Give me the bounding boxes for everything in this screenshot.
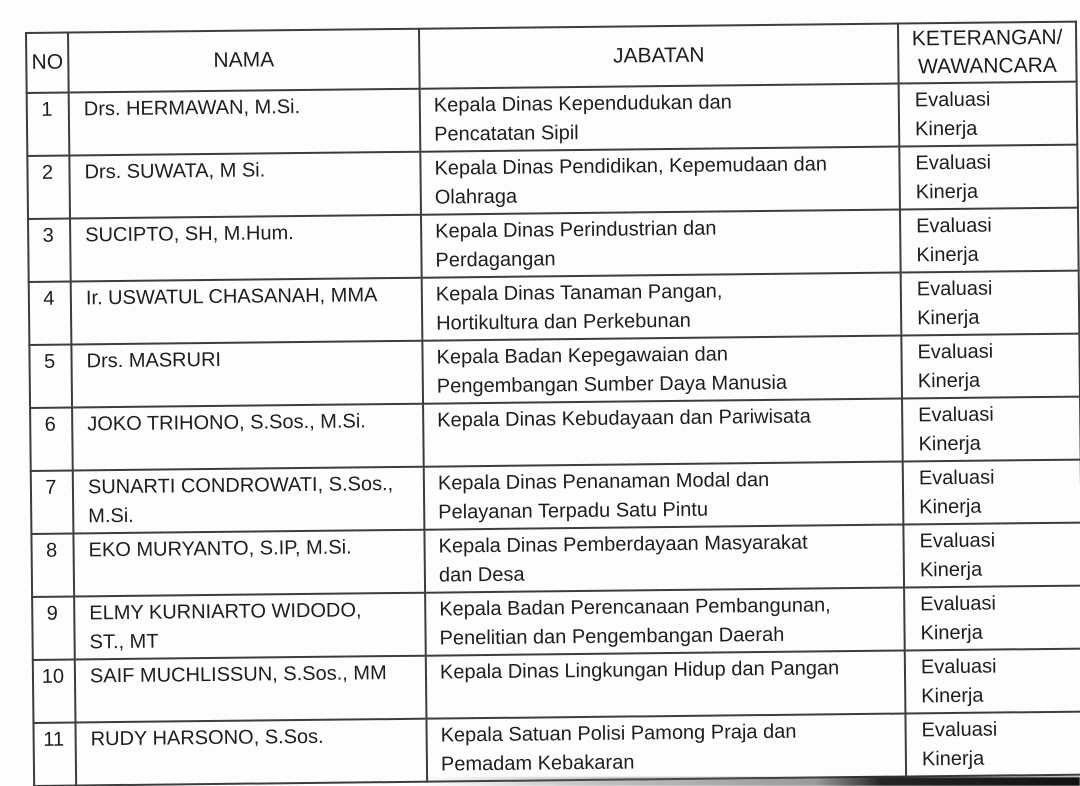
header-keterangan-line1: KETERANGAN/ [911, 25, 1063, 51]
nama-cell [73, 467, 425, 534]
nama-line: M.Si. [88, 504, 134, 528]
keterangan-line: Kinerja [919, 558, 983, 582]
nama-line: SUNARTI CONDROWATI, S.Sos., [87, 473, 394, 499]
jabatan-cell [426, 651, 906, 719]
keterangan-line: Kinerja [915, 180, 979, 204]
table-row [28, 208, 1079, 282]
nama-line: SUCIPTO, SH, M.Hum. [85, 222, 294, 247]
keterangan-line: Evaluasi [920, 592, 996, 616]
jabatan-line: Pengembangan Sumber Daya Manusia [436, 371, 788, 398]
personnel-table [25, 21, 1080, 786]
nama-line: Drs. HERMAWAN, M.Si. [83, 96, 301, 121]
table-body [27, 82, 1080, 786]
nama-line: ELMY KURNIARTO WIDODO, [89, 599, 362, 625]
table-row [30, 397, 1080, 471]
jabatan-line: Kepala Dinas Pendidikan, Kepemudaan dan [434, 153, 828, 180]
keterangan-line: Evaluasi [915, 151, 992, 175]
keterangan-cell [900, 208, 1079, 273]
row-number: 10 [33, 659, 76, 722]
keterangan-line: Evaluasi [916, 214, 992, 238]
jabatan-line: Kepala Dinas Kependudukan dan [433, 91, 732, 117]
keterangan-cell [899, 145, 1078, 210]
keterangan-line: Evaluasi [916, 277, 993, 301]
jabatan-line: Kepala Badan Kepegawaian dan [436, 343, 729, 369]
jabatan-line: Pencatatan Sipil [434, 122, 579, 146]
jabatan-cell [422, 273, 902, 341]
keterangan-line: Kinerja [914, 117, 978, 141]
nama-line: RUDY HARSONO, S.Sos. [90, 725, 324, 751]
row-number: 3 [28, 219, 71, 282]
row-number: 11 [33, 722, 76, 785]
jabatan-line: Kepala Dinas Tanaman Pangan, [435, 280, 723, 306]
keterangan-line: Evaluasi [921, 718, 998, 742]
nama-line: EKO MURYANTO, S.IP, M.Si. [88, 536, 352, 562]
keterangan-cell [905, 649, 1080, 714]
nama-line: JOKO TRIHONO, S.Sos., M.Si. [87, 410, 366, 436]
keterangan-line: Kinerja [917, 369, 981, 393]
personnel-table-container [25, 21, 1080, 786]
nama-cell [72, 404, 424, 471]
jabatan-line: Penelitian dan Pengembangan Daerah [439, 623, 785, 650]
keterangan-line: Kinerja [921, 684, 984, 708]
nama-cell [71, 341, 423, 408]
table-row [33, 712, 1080, 786]
row-number: 1 [27, 93, 70, 156]
keterangan-line: Evaluasi [914, 88, 991, 112]
keterangan-line: Kinerja [919, 495, 982, 519]
table-row [29, 334, 1080, 408]
jabatan-line: Pemadam Kebakaran [440, 751, 635, 776]
table-row [31, 460, 1080, 534]
row-number: 9 [32, 597, 75, 660]
keterangan-line: Kinerja [920, 621, 983, 645]
nama-line: Ir. USWATUL CHASANAH, MMA [85, 284, 378, 310]
row-number: 7 [31, 471, 74, 534]
jabatan-line: Hortikultura dan Perkebunan [436, 309, 691, 335]
nama-cell [69, 152, 421, 219]
keterangan-line: Kinerja [918, 432, 981, 456]
table-header [26, 22, 1077, 93]
keterangan-line: Evaluasi [918, 466, 995, 490]
nama-cell [74, 593, 426, 660]
table-row [29, 271, 1080, 345]
jabatan-cell [426, 714, 906, 782]
nama-cell [75, 719, 427, 786]
nama-cell [69, 89, 421, 156]
nama-line: SAIF MUCHLISSUN, S.Sos., MM [89, 662, 387, 688]
jabatan-cell [425, 588, 905, 656]
keterangan-cell [901, 334, 1080, 399]
table-row [27, 145, 1078, 219]
keterangan-line: Kinerja [917, 306, 980, 330]
nama-cell [75, 656, 427, 723]
jabatan-cell [422, 336, 902, 404]
keterangan-line: Kinerja [921, 747, 985, 771]
jabatan-line: Kepala Dinas Lingkungan Hidup dan Pangan [439, 657, 840, 684]
jabatan-line: Kepala Dinas Kebudayaan dan Pariwisata [437, 405, 811, 432]
nama-line: Drs. SUWATA, M Si. [84, 159, 266, 184]
jabatan-line: Pelayanan Terpadu Satu Pintu [438, 498, 709, 524]
keterangan-line: Kinerja [916, 243, 979, 267]
jabatan-cell [424, 462, 904, 530]
keterangan-line: Evaluasi [920, 655, 997, 679]
jabatan-line: Perdagangan [435, 248, 556, 272]
jabatan-cell [423, 399, 903, 467]
table-row [32, 586, 1080, 660]
nama-line: ST., MT [89, 630, 159, 654]
keterangan-cell [905, 712, 1080, 777]
jabatan-line: Olahraga [434, 185, 518, 209]
table-row [27, 82, 1078, 156]
jabatan-line: Kepala Dinas Pemberdayaan Masyarakat [438, 531, 808, 558]
jabatan-line: Kepala Dinas Penanaman Modal dan [437, 468, 770, 495]
row-number: 2 [27, 156, 70, 219]
keterangan-cell [899, 82, 1078, 147]
jabatan-cell [420, 147, 900, 215]
jabatan-line: Kepala Badan Perencanaan Pembangunan, [439, 594, 831, 621]
table-row [31, 523, 1080, 597]
row-number: 4 [29, 282, 72, 345]
keterangan-cell [903, 523, 1080, 588]
header-no: NO [26, 33, 69, 93]
jabatan-line: dan Desa [438, 563, 525, 587]
header-row [26, 22, 1077, 93]
table-row [33, 649, 1080, 723]
keterangan-cell [902, 397, 1080, 462]
jabatan-line: Kepala Dinas Perindustrian dan [435, 217, 717, 243]
jabatan-cell [421, 210, 901, 278]
row-number: 8 [31, 534, 74, 597]
keterangan-cell [901, 271, 1080, 336]
keterangan-line: Evaluasi [918, 403, 994, 427]
nama-cell [70, 215, 422, 282]
nama-cell [73, 530, 425, 597]
nama-line: Drs. MASRURI [86, 348, 222, 373]
jabatan-line: Kepala Satuan Polisi Pamong Praja dan [440, 720, 797, 747]
header-keterangan-line2: WAWANCARA [917, 53, 1057, 79]
header-keterangan [898, 22, 1077, 84]
header-jabatan: JABATAN [419, 24, 899, 89]
keterangan-line: Evaluasi [919, 529, 996, 553]
keterangan-cell [904, 586, 1080, 651]
row-number: 6 [30, 408, 73, 471]
jabatan-cell [424, 525, 904, 593]
row-number: 5 [29, 345, 72, 408]
jabatan-cell [420, 84, 900, 152]
scan-artifact-smudge [420, 777, 1080, 786]
keterangan-line: Evaluasi [917, 340, 994, 364]
nama-cell [71, 278, 423, 345]
keterangan-cell [903, 460, 1080, 525]
header-nama: NAMA [68, 29, 420, 93]
